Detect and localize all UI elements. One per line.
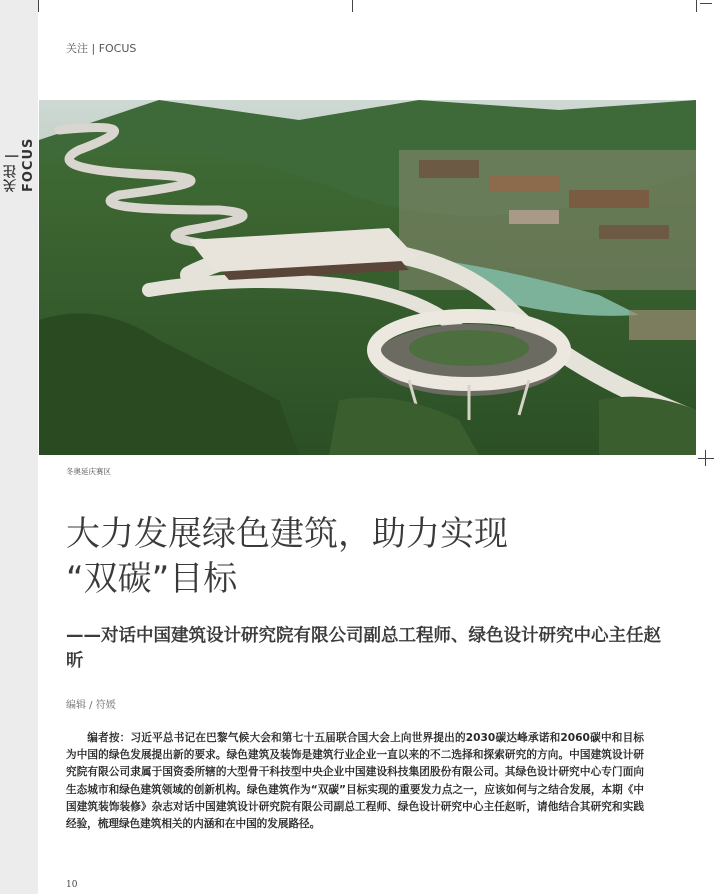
editor-credit: 编辑 / 符媛 [66,700,116,711]
crop-mark [698,458,714,459]
crop-mark [696,0,697,12]
crop-mark [38,0,39,12]
editor-note-paragraph: 编者按：习近平总书记在巴黎气候大会和第七十五届联合国大会上向世界提出的2030碳达峰承诺和2060碳中和目标为中国的绿色发展提出新的要求。绿色建筑及装饰是建筑行业企业一直以来的不二选择和探索研究的方向。中国建筑设计研究院有限公司隶属于国资委所辖的大型骨干科技型中央企业中国建设科技集团股份有限公司。其绿色设计研究中心专门面向生态城市和绿色建筑领域的创新机构。绿色建筑作为“双碳”目标实现的重要发力点之一，应该如何与之结合发展，本期《中国建筑装饰装修》杂志对话中国建筑设计研究院有限公司副总工程师、绿色设计研究中心主任赵昕，请他结合其研究和实践经验，梳理绿色建筑相关的内涵和在中国的发展路径。 [66,732,644,831]
crop-mark [700,3,712,4]
hero-photo [39,100,696,455]
article-title [66,512,676,602]
olympic-venue-illustration [39,100,696,455]
photo-caption: 冬奥延庆赛区 [66,467,111,476]
page-number: 10 [66,880,78,890]
title-line-1: 大力发展绿色建筑，助力实现 [66,514,508,554]
spine-section-label: 关注 | FOCUS [4,137,36,192]
section-header: 关注 | FOCUS [66,42,137,55]
crop-mark [352,0,353,12]
article-subtitle: ——对话中国建筑设计研究院有限公司副总工程师、绿色设计研究中心主任赵昕 [66,626,661,671]
title-line-2: “双碳”目标 [66,559,238,599]
